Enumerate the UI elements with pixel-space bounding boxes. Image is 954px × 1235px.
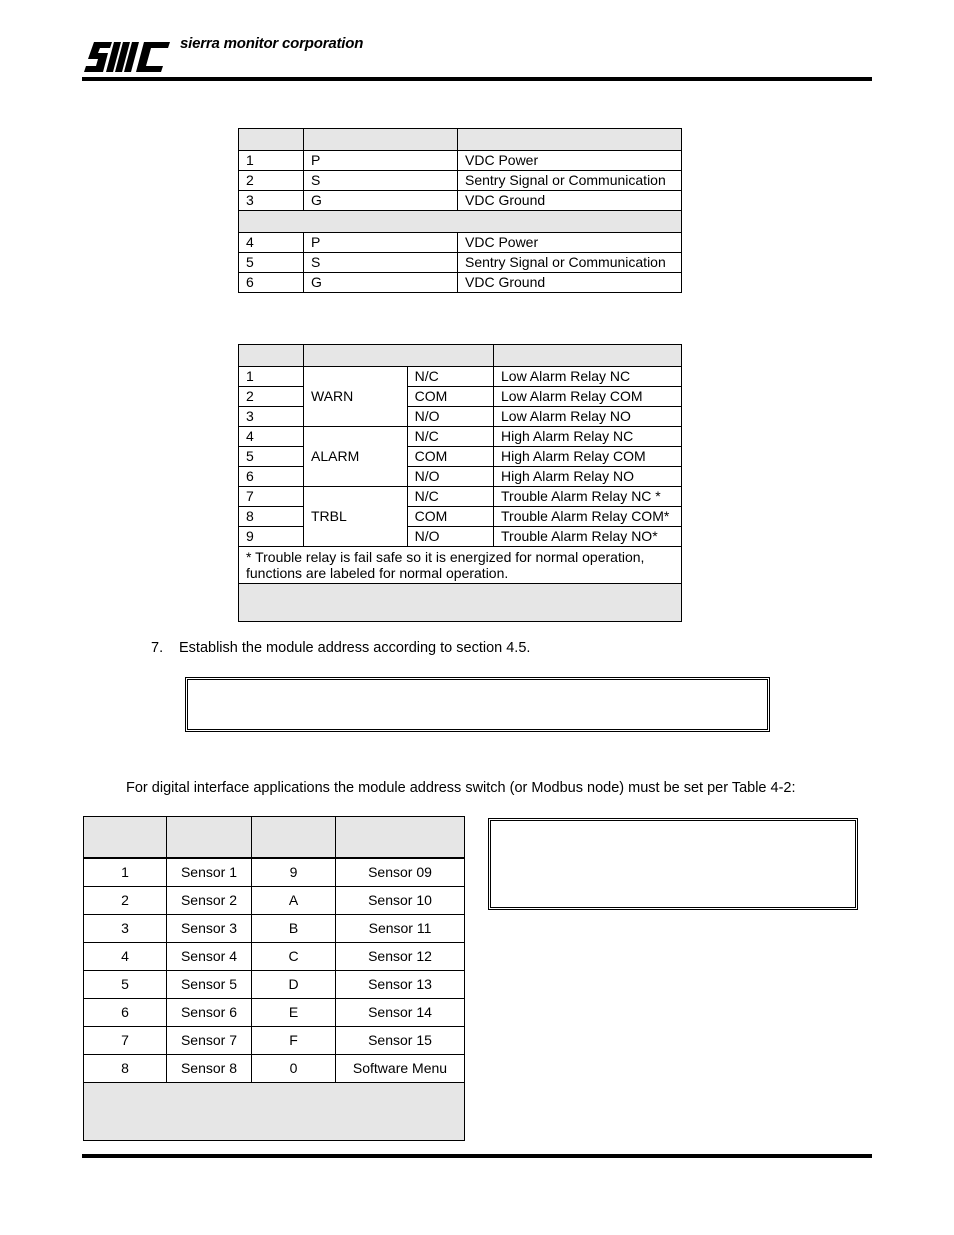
relay-table (238, 344, 682, 622)
table-row: 5 S Sentry Signal or Communication (239, 253, 682, 273)
table-row: 3 N/O Low Alarm Relay NO (239, 407, 682, 427)
table-row: 4 ALARM N/C High Alarm Relay NC (239, 427, 682, 447)
table-row: 4 P VDC Power (239, 233, 682, 253)
table-row: 2 S Sentry Signal or Communication (239, 171, 682, 191)
table-row: 6 N/O High Alarm Relay NO (239, 467, 682, 487)
intro-paragraph: For digital interface applications the module address switch (or Modbus node) must be set per Table 4-2: (126, 780, 796, 796)
table-row: 5 Sensor 5 D Sensor 13 (84, 971, 465, 999)
table-row: 7 Sensor 7 F Sensor 15 (84, 1027, 465, 1055)
footnote-line-2: functions are labeled for normal operation. (246, 565, 509, 581)
step-number: 7. (151, 640, 164, 656)
table-row: 1 P VDC Power (239, 151, 682, 171)
table-row: 3 Sensor 3 B Sensor 11 (84, 915, 465, 943)
table-row: 2 Sensor 2 A Sensor 10 (84, 887, 465, 915)
note-box (185, 677, 770, 732)
relay-table-caption-row (239, 584, 682, 622)
company-name: sierra monitor corporation (180, 35, 364, 52)
footer-rule (82, 1154, 872, 1158)
terminal-table-separator (239, 211, 682, 233)
relay-group-alarm: ALARM (304, 427, 408, 487)
table-row: 7 TRBL N/C Trouble Alarm Relay NC * (239, 487, 682, 507)
address-table-caption-row (84, 1083, 465, 1141)
header-rule (82, 77, 872, 81)
table-row: 6 G VDC Ground (239, 273, 682, 293)
table-row: 1 WARN N/C Low Alarm Relay NC (239, 367, 682, 387)
relay-footnote (239, 547, 682, 584)
table-row: 4 Sensor 4 C Sensor 12 (84, 943, 465, 971)
table-row: 9 N/O Trouble Alarm Relay NO* (239, 527, 682, 547)
table-row: 3 G VDC Ground (239, 191, 682, 211)
relay-table-header (239, 345, 682, 367)
step-text: Establish the module address according to section 4.5. (179, 640, 531, 656)
footnote-line-1: * Trouble relay is fail safe so it is energized for normal operation, (246, 549, 645, 565)
terminal-table (238, 128, 682, 293)
table-row: 8 Sensor 8 0 Software Menu (84, 1055, 465, 1083)
address-table (83, 816, 465, 1141)
table-row: 2 COM Low Alarm Relay COM (239, 387, 682, 407)
relay-group-trbl: TRBL (304, 487, 408, 547)
address-table-header (84, 817, 465, 859)
terminal-table-header (239, 129, 682, 151)
step-7 (151, 640, 530, 656)
company-logo (84, 38, 176, 76)
table-row: 8 COM Trouble Alarm Relay COM* (239, 507, 682, 527)
table-row: 1 Sensor 1 9 Sensor 09 (84, 858, 465, 887)
relay-group-warn: WARN (304, 367, 408, 427)
note-box (488, 818, 858, 910)
table-row: 6 Sensor 6 E Sensor 14 (84, 999, 465, 1027)
table-row: 5 COM High Alarm Relay COM (239, 447, 682, 467)
